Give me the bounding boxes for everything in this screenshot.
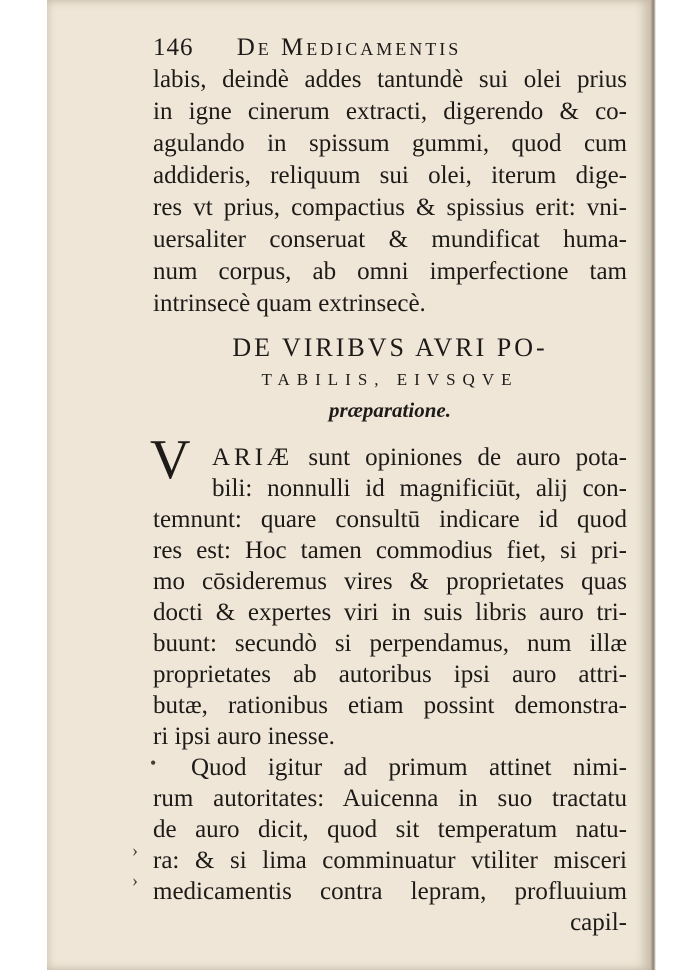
page-number: 146 <box>153 34 194 61</box>
margin-mark: › <box>132 870 138 890</box>
text-line: res vt prius, compactius & spissius erit: vni- <box>153 194 627 221</box>
running-title: De Medicamentis <box>236 34 462 61</box>
text-line: de auro dicit, quod sit temperatum natu- <box>153 816 627 843</box>
text-line: proprietates ab autoribus ipsi auro attri- <box>153 661 627 688</box>
opening-small-caps: ARIÆ <box>212 444 294 471</box>
text-line-first <box>212 442 627 474</box>
text-line: num corpus, ab omni imperfectione tam <box>153 258 627 285</box>
margin-dot: • <box>150 753 157 773</box>
text-line: ra: & si lima comminuatur vtiliter misceri <box>153 847 627 874</box>
text-line-first: Quod igitur ad primum attinet nimi- <box>191 754 627 781</box>
text-line: labis, deindè addes tantundè sui olei prius <box>153 66 627 93</box>
text-line: mo cōsideremus vires & proprietates quas <box>153 568 627 595</box>
text-line: docti & expertes viri in suis libris auro tri- <box>153 599 627 626</box>
text-line: bili: nonnulli id magnificiūt, alij con- <box>212 475 627 502</box>
running-head <box>153 34 461 62</box>
opening-line-rest: sunt opiniones de auro pota- <box>308 444 627 471</box>
section-heading-line-3: præparatione. <box>329 398 451 422</box>
text-line: medicamentis contra lepram, profluuium <box>153 878 627 905</box>
margin-mark: › <box>132 840 138 860</box>
text-line: temnunt: quare consultū indicare id quod <box>153 506 627 533</box>
text-line: rum autoritates: Auicenna in suo tractatu <box>153 785 627 812</box>
text-line: butæ, rationibus etiam possint demonstra- <box>153 692 627 719</box>
text-line: intrinsecè quam extrinsecè. <box>153 290 426 317</box>
drop-cap: V <box>150 429 191 491</box>
catchword: capil- <box>570 909 627 936</box>
section-heading-line-1: DE VIRIBVS AVRI PO- <box>232 333 548 362</box>
text-line: in igne cinerum extracti, digerendo & co- <box>153 98 627 125</box>
text-line: uersaliter conseruat & mundificat huma- <box>153 226 627 253</box>
text-line: ri ipsi auro inesse. <box>153 723 335 750</box>
text-line: res est: Hoc tamen commodius fiet, si pri- <box>153 537 627 564</box>
text-line: buunt: secundò si perpendamus, num illæ <box>153 630 627 657</box>
section-heading-line-2: TABILIS, EIVSQVE <box>261 370 519 389</box>
text-line: agulando in spissum gummi, quod cum <box>153 130 627 157</box>
text-line: addideris, reliquum sui olei, iterum dige- <box>153 162 627 189</box>
